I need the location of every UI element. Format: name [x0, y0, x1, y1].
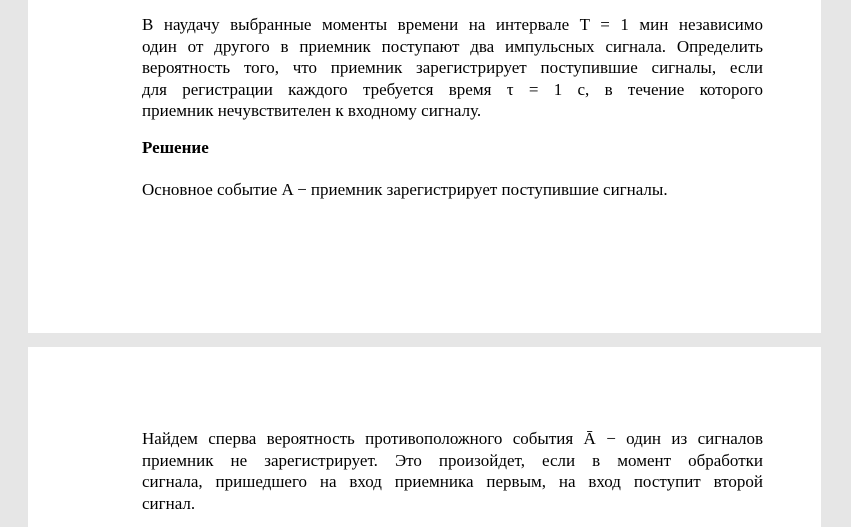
document-page-2 — [28, 347, 821, 527]
paragraph-line: сигнала, пришедшего на вход приемника первым, на вход поступит второй — [142, 472, 763, 491]
problem-line: один от другого в приемник поступают два импульсных сигнала. Определить — [142, 36, 763, 56]
main-event-paragraph — [142, 179, 763, 201]
problem-statement — [142, 14, 763, 122]
problem-line: В наудачу выбранные моменты времени на интервале T = 1 мин независимо — [142, 15, 763, 34]
opposite-event-paragraph — [142, 428, 763, 514]
problem-line: приемник нечувствителен к входному сигналу. — [142, 101, 482, 120]
paragraph-line: сигнал. — [142, 493, 196, 513]
problem-line: вероятность того, что приемник зарегистрирует поступившие сигналы, если — [142, 58, 763, 77]
paragraph-line: приемник не зарегистрирует. Это произойдет, если в момент обработки — [142, 450, 763, 470]
document-page-1 — [28, 0, 821, 333]
solution-heading: Решение — [142, 138, 209, 157]
paragraph-line: Найдем сперва вероятность противоположного события Ā − один из сигналов — [142, 429, 763, 448]
problem-line: для регистрации каждого требуется время τ = 1 с, в течение которого — [142, 79, 763, 99]
event-line: Основное событие A − приемник зарегистрирует поступившие сигналы. — [142, 180, 668, 199]
